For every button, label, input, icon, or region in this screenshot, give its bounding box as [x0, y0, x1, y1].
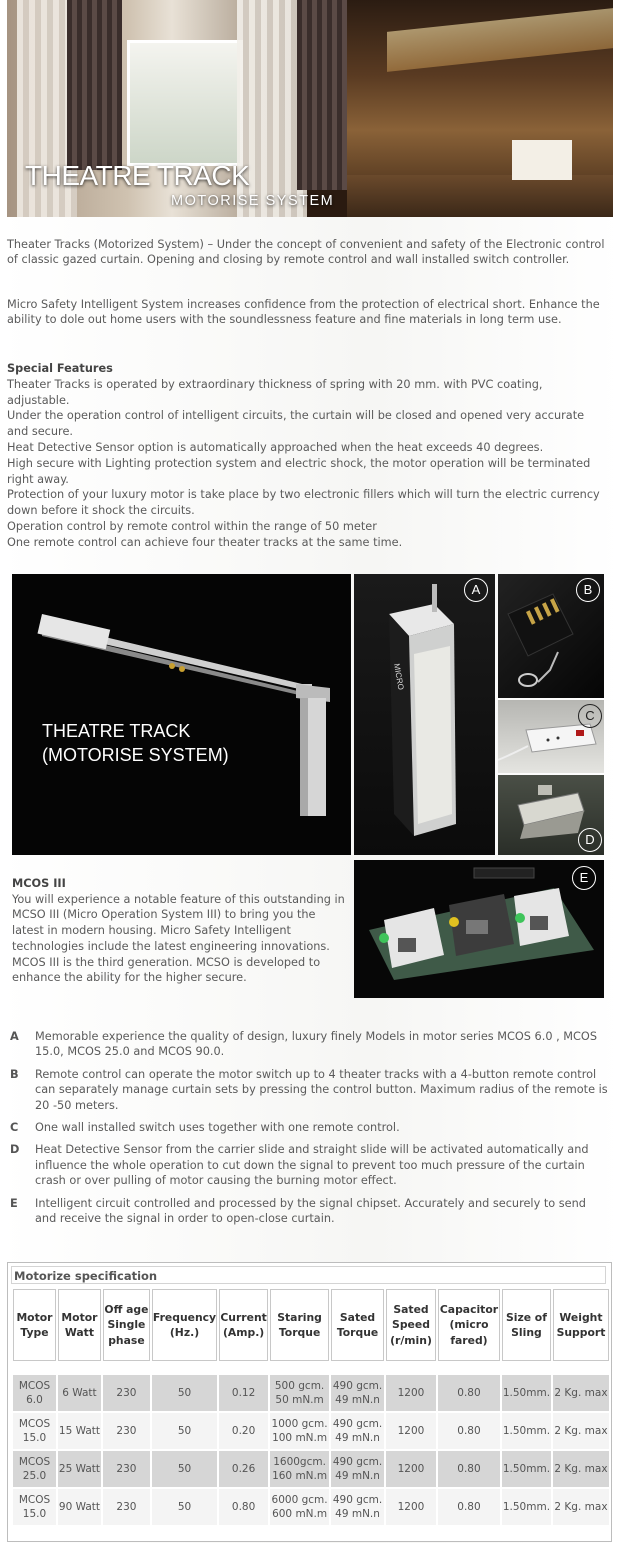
spec-cell: 1.50mm.: [502, 1451, 551, 1487]
spec-cell: 50: [152, 1375, 217, 1411]
list-letter: E: [10, 1196, 18, 1210]
spec-cell: MCOS 25.0: [13, 1451, 56, 1487]
spec-cell: 2 Kg. max: [553, 1375, 609, 1411]
spec-cell: 230: [103, 1375, 150, 1411]
spec-cell: 25 Watt: [58, 1451, 101, 1487]
spec-cell: 1200: [386, 1375, 436, 1411]
spec-cell: 50: [152, 1489, 217, 1525]
hero-title: THEATRE TRACK: [25, 160, 250, 191]
hero-drape-middle: [297, 0, 347, 190]
spec-cell: 0.26: [219, 1451, 268, 1487]
hero-floor: [347, 175, 613, 217]
spec-cell: 490 gcm. 49 mN.n: [331, 1451, 384, 1487]
motor-brand-label: MICRO: [392, 662, 406, 691]
spec-cell: 0.80: [438, 1451, 500, 1487]
feature-item: Under the operation control of intelligent circuits, the curtain will be closed and opened very accurate and secure.: [7, 409, 585, 439]
badge-d: D: [578, 828, 602, 852]
intro-text-2: Micro Safety Intelligent System increases confidence from the protection of electrical short. Enhance the ability to dole out home users with the soundlessness feature and fine materials in long term use.: [7, 298, 600, 326]
spec-cell: 50: [152, 1413, 217, 1449]
spec-header-cell: Motor Watt: [58, 1289, 101, 1361]
spec-header-cell: Sated Speed (r/min): [386, 1289, 436, 1361]
hero-banner: [7, 0, 613, 217]
spec-header-cell: Motor Type: [13, 1289, 56, 1361]
hero-window: [127, 40, 243, 166]
spec-header-row: [13, 1289, 609, 1361]
spec-cell: 1200: [386, 1413, 436, 1449]
list-letter: C: [10, 1121, 19, 1135]
spec-cell: 1200: [386, 1451, 436, 1487]
feature-item: One remote control can achieve four theater tracks at the same time.: [7, 535, 403, 549]
feature-item: High secure with Lighting protection system and electric shock, the motor operation will be terminated right away.: [7, 456, 591, 486]
list-text: Heat Detective Sensor from the carrier slide and straight slide will be activated automatically and influence the whole operation to cut down the signal to prevent too much pressure of the curtain crash or over pulling of motor causing the burning motor effect.: [35, 1143, 589, 1188]
spec-header-cell: Weight Support: [553, 1289, 609, 1361]
spec-cell: 0.12: [219, 1375, 268, 1411]
intro-paragraph-2: [7, 297, 607, 327]
hero-drape-left: [67, 0, 122, 170]
spec-row: [13, 1451, 609, 1487]
intro-paragraph-1: [7, 237, 607, 267]
spec-cell: 1.50mm.: [502, 1489, 551, 1525]
badge-e: E: [572, 866, 596, 890]
spec-cell: 0.80: [219, 1489, 268, 1525]
feature-item: Operation control by remote control within the range of 50 meter: [7, 519, 377, 533]
spec-header-cell: Size of Sling: [502, 1289, 551, 1361]
theatre-track-image: [12, 574, 351, 855]
list-text: Memorable experience the quality of design, luxury finely Models in motor series MCOS 6.0 , MCOS 15.0, MCOS 25.0 and MCOS 90.0.: [35, 1030, 597, 1059]
special-features-title: Special Features: [7, 362, 113, 375]
spec-cell: 6000 gcm. 600 mN.m: [270, 1489, 329, 1525]
badge-b: B: [576, 578, 600, 602]
mcos-section: [12, 876, 350, 986]
spec-cell: MCOS 15.0: [13, 1413, 56, 1449]
spec-table: [11, 1287, 611, 1527]
special-features: [7, 361, 607, 551]
list-letter: A: [10, 1030, 19, 1043]
spec-cell: MCOS 15.0: [13, 1489, 56, 1525]
hero-subtitle: MOTORISE SYSTEM: [171, 193, 335, 209]
spec-cell: 1000 gcm. 100 mN.m: [270, 1413, 329, 1449]
spec-cell: 230: [103, 1451, 150, 1487]
spec-cell: 490 gcm. 49 mN.n: [331, 1413, 384, 1449]
feature-item: Theater Tracks is operated by extraordinary thickness of spring with 20 mm. with PVC coating, adjustable.: [7, 377, 543, 407]
hero-counter: [512, 140, 572, 180]
track-rail-graphic: [12, 574, 351, 855]
spec-caption: Motorize specification: [11, 1266, 606, 1284]
feature-item: Heat Detective Sensor option is automatically approached when the heat exceeds 40 degrees.: [7, 440, 544, 454]
spec-cell: MCOS 6.0: [13, 1375, 56, 1411]
theatre-track-caption: [42, 719, 229, 767]
badge-c: C: [578, 704, 602, 728]
spec-cell: 230: [103, 1489, 150, 1525]
list-item-c: [10, 1120, 610, 1135]
remote-control-image: [498, 574, 604, 698]
spec-cell: 490 gcm. 49 mN.n: [331, 1375, 384, 1411]
spec-header-cell: Frequency (Hz.): [152, 1289, 217, 1361]
motor-image: [354, 574, 495, 855]
caption-line-2: (MOTORISE SYSTEM): [42, 745, 229, 765]
spec-row: [13, 1489, 609, 1525]
list-text: Remote control can operate the motor switch up to 4 theater tracks with a 4-button remote control can separately manage curtain sets by pressing the control button. Maximum radius of the remote is 20 -50 meters.: [35, 1067, 608, 1112]
spec-cell: 500 gcm. 50 mN.m: [270, 1375, 329, 1411]
spec-table-container: [7, 1262, 612, 1542]
list-item-d: [10, 1142, 610, 1188]
list-letter: D: [10, 1143, 20, 1157]
spec-cell: 490 gcm. 49 mN.n: [331, 1489, 384, 1525]
spec-cell: 2 Kg. max: [553, 1413, 609, 1449]
list-item-b: [10, 1067, 610, 1113]
spec-cell: 1.50mm.: [502, 1375, 551, 1411]
spec-header-cell: Sated Torque: [331, 1289, 384, 1361]
motor-graphic: [354, 574, 495, 855]
circuit-board-image: [354, 860, 604, 998]
spec-cell: 90 Watt: [58, 1489, 101, 1525]
circuit-graphic: [354, 860, 604, 998]
spec-header-cell: Capacitor (micro fared): [438, 1289, 500, 1361]
list-text: Intelligent circuit controlled and processed by the signal chipset. Accurately and securely to send and receive the signal in order to open-close curtain.: [35, 1196, 586, 1226]
spec-cell: 2 Kg. max: [553, 1451, 609, 1487]
spec-spacer: [13, 1363, 609, 1373]
spec-header-cell: Current (Amp.): [219, 1289, 268, 1361]
list-text: One wall installed switch uses together with one remote control.: [35, 1121, 400, 1135]
feature-item: Protection of your luxury motor is take place by two electronic fillers which will turn the electric currency down before it shock the circuits.: [7, 488, 600, 518]
wall-switch-image: [498, 700, 604, 773]
intro-text-1: Theater Tracks (Motorized System) – Under the concept of convenient and safety of the Electronic control of classic gazed curtain. Opening and closing by remote control and wall installed switch controller.: [7, 238, 605, 266]
spec-cell: 2 Kg. max: [553, 1489, 609, 1525]
mcos-body: You will experience a notable feature of this outstanding in MCSO III (Micro Operation System III) to bring you the latest in modern housing. Micro Safety Intelligent technologies include the latest engineering innovations. MCOS III is the third generation. MCSO is developed to enhance the ability for the higher secure.: [12, 892, 345, 985]
spec-cell: 6 Watt: [58, 1375, 101, 1411]
spec-header-cell: Off age Single phase: [103, 1289, 150, 1361]
carrier-slide-image: [498, 775, 604, 855]
badge-a: A: [464, 578, 488, 602]
mcos-title: MCOS III: [12, 877, 66, 890]
spec-cell: 1200: [386, 1489, 436, 1525]
spec-cell: 0.20: [219, 1413, 268, 1449]
spec-row: [13, 1375, 609, 1411]
feature-letter-list: [10, 1029, 610, 1233]
spec-row: [13, 1413, 609, 1449]
spec-cell: 230: [103, 1413, 150, 1449]
list-letter: B: [10, 1067, 19, 1081]
list-item-e: [10, 1196, 610, 1227]
spec-cell: 0.80: [438, 1413, 500, 1449]
spec-header-cell: Staring Torque: [270, 1289, 329, 1361]
spec-cell: 50: [152, 1451, 217, 1487]
spec-cell: 0.80: [438, 1489, 500, 1525]
spec-cell: 1600gcm. 160 mN.m: [270, 1451, 329, 1487]
caption-line-1: THEATRE TRACK: [42, 721, 191, 741]
spec-cell: 15 Watt: [58, 1413, 101, 1449]
spec-cell: 0.80: [438, 1375, 500, 1411]
list-item-a: [10, 1029, 610, 1060]
spec-cell: 1.50mm.: [502, 1413, 551, 1449]
